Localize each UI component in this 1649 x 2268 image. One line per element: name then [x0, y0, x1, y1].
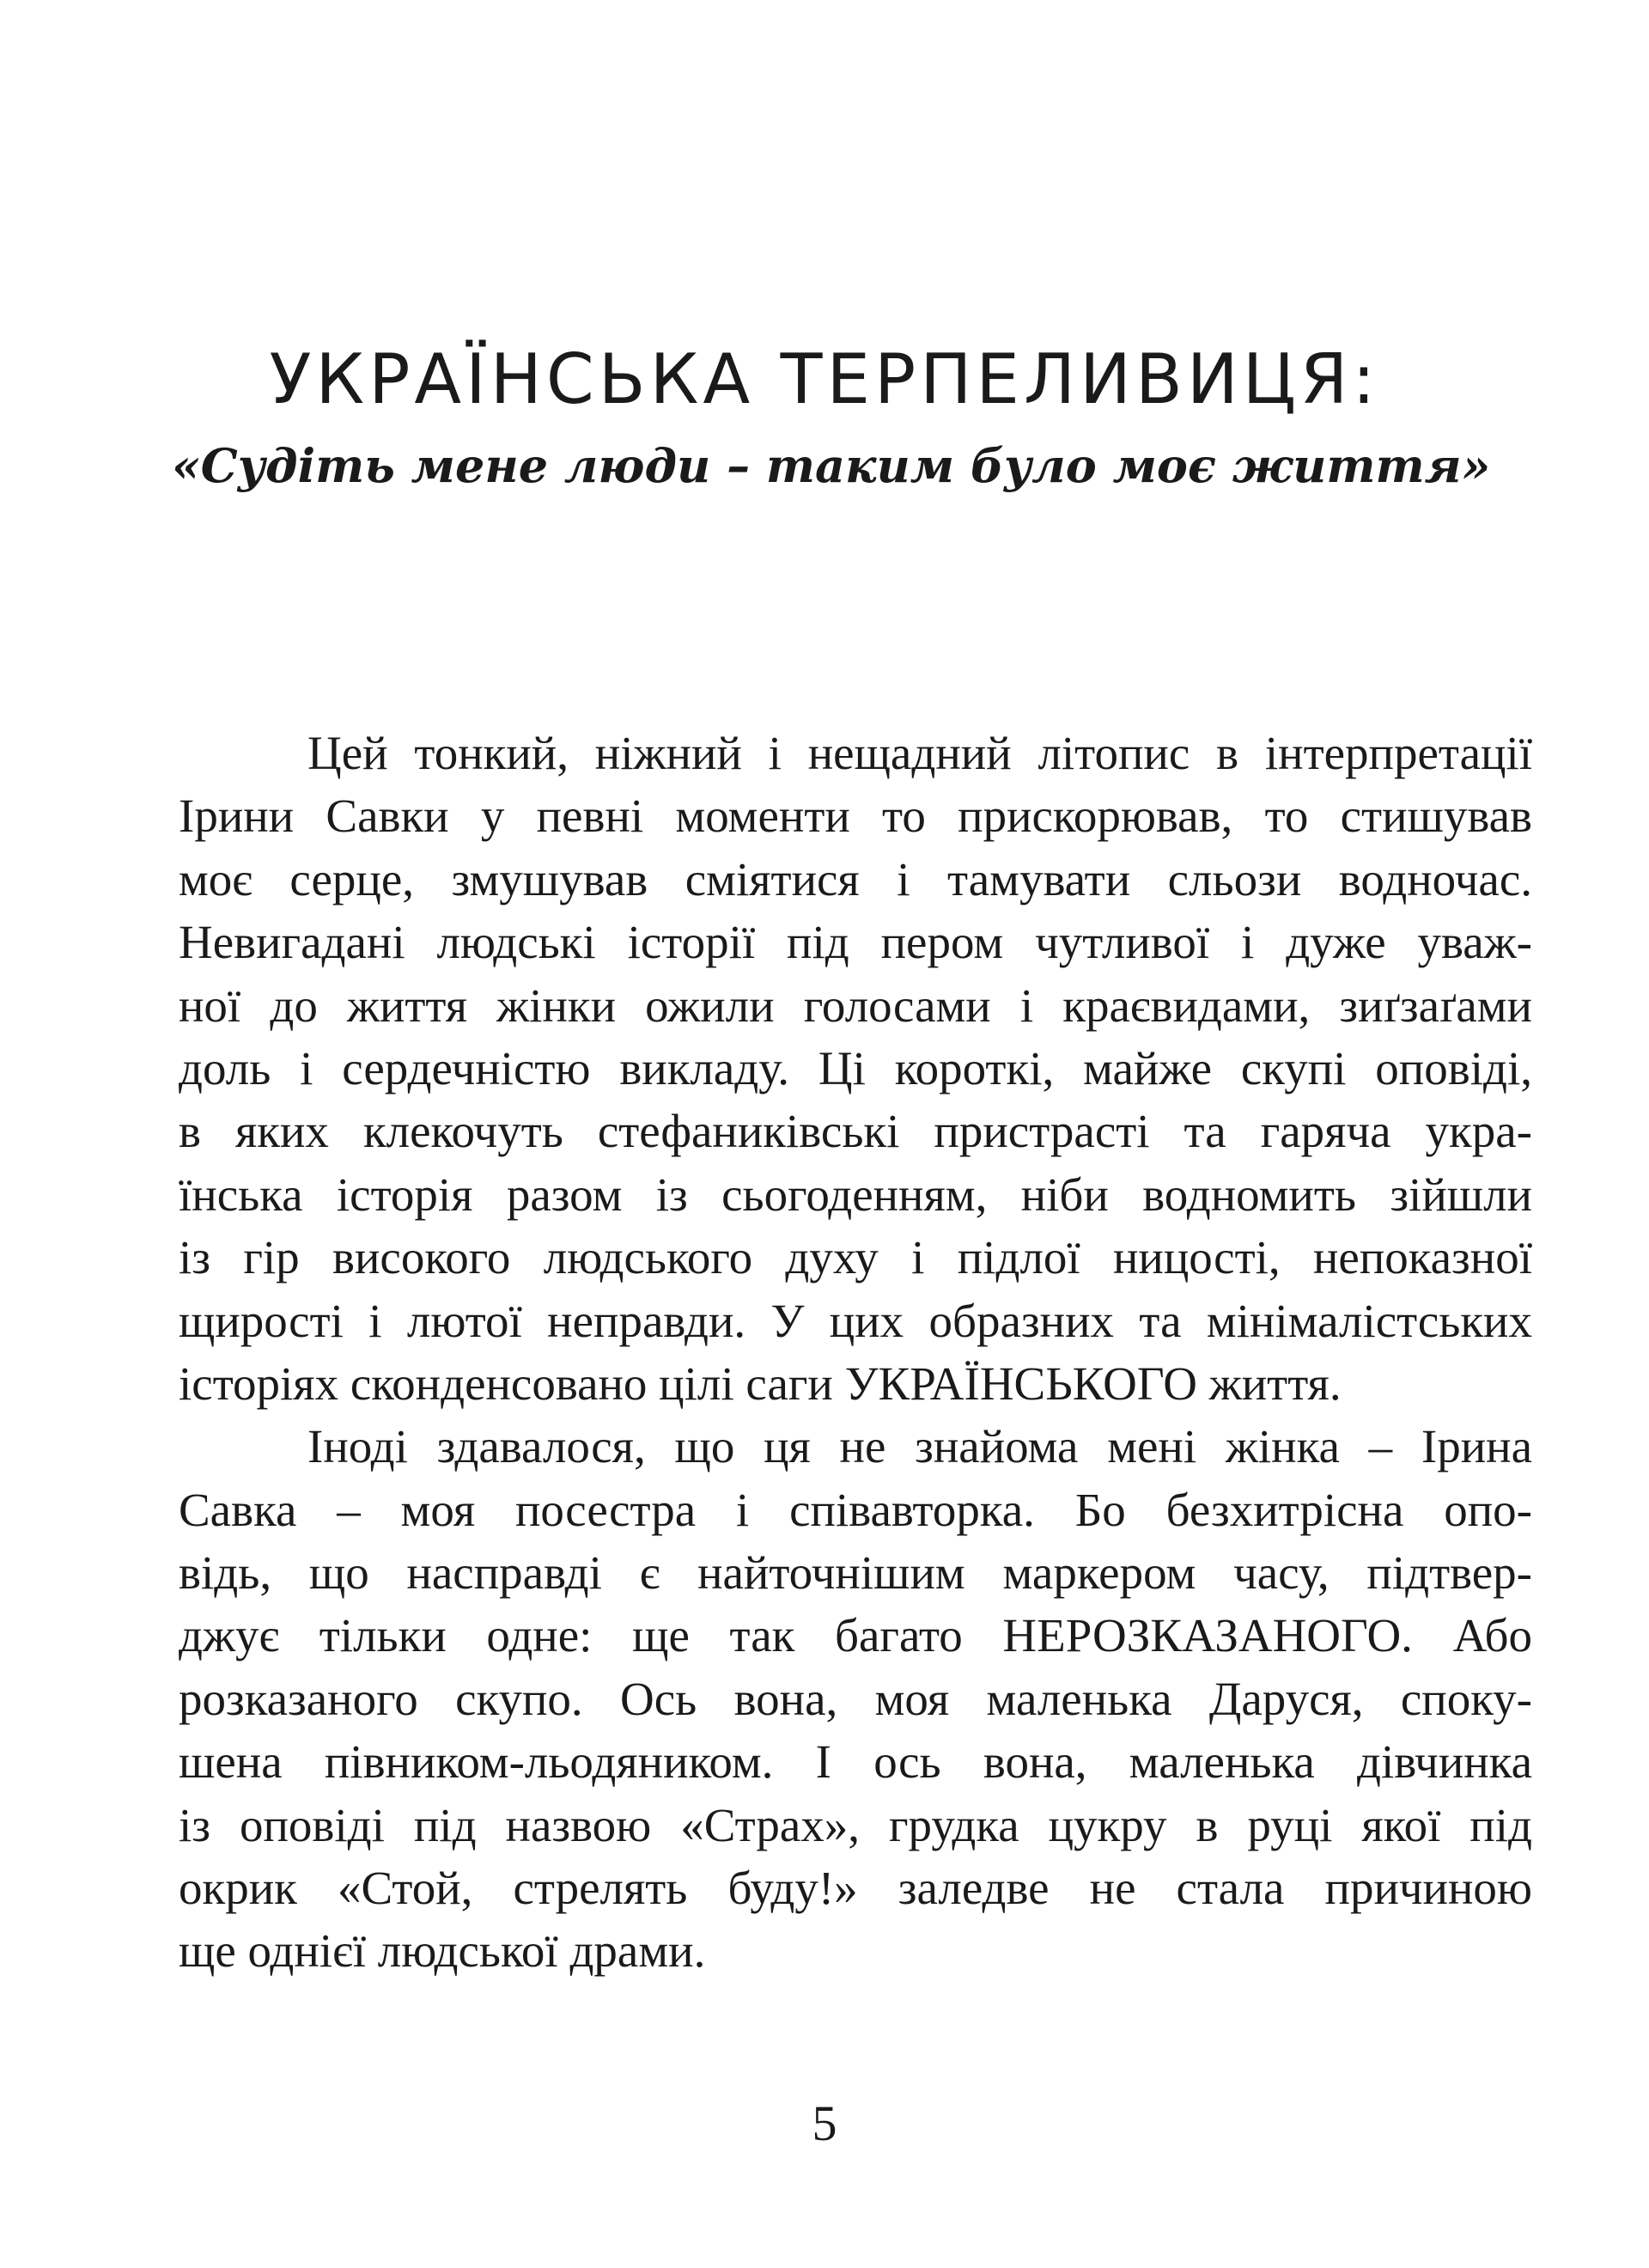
page-number: 5	[812, 2095, 837, 2151]
text-line: Іноді здавалося, що ця не знайома мені жінка – Ірина	[307, 1420, 1532, 1473]
text-line: в яких клекочуть стефаниківські пристрасті та гаряча укра-	[179, 1105, 1532, 1158]
text-line: Савка – моя посестра і співавторка. Бо безхитрісна опо-	[179, 1483, 1532, 1536]
text-line: Цей тонкий, ніжний і нещадний літопис в інтерпретації	[307, 727, 1532, 779]
body-text	[179, 722, 1532, 1983]
paragraph-2	[179, 1415, 1532, 1983]
chapter-title: УКРАЇНСЬКА ТЕРПЕЛИВИЦЯ:	[269, 339, 1380, 419]
text-line: щирості і лютої неправди. У цих образних та мінімалістських	[179, 1294, 1532, 1347]
text-line: історіях сконденсовано цілі саги УКРАЇНСЬКОГО життя.	[179, 1357, 1342, 1410]
text-line: із гір високого людського духу і підлої ницості, непоказної	[179, 1231, 1532, 1284]
text-line: моє серце, змушував сміятися і тамувати сльози водночас.	[179, 852, 1532, 905]
text-line: відь, що насправді є найточнішим маркером часу, підтвер-	[179, 1546, 1532, 1600]
text-line: ної до життя жінки ожили голосами і краєвидами, зиґзаґами	[179, 979, 1532, 1032]
text-line: із оповіді під назвою «Страх», грудка цукру в руці якої під	[179, 1798, 1532, 1851]
text-line: ще однієї людської драми.	[179, 1924, 706, 1978]
text-line: шена півником-льодяником. І ось вона, маленька дівчинка	[179, 1735, 1532, 1789]
text-line: джує тільки одне: ще так багато НЕРОЗКАЗАНОГО. Або	[179, 1609, 1532, 1662]
text-line: окрик «Стой, стрелять буду!» заледве не стала причиною	[179, 1862, 1532, 1915]
text-line: розказаного скупо. Ось вона, моя маленька Даруся, споку-	[179, 1672, 1532, 1725]
paragraph-1	[179, 722, 1532, 1415]
text-line: Ірини Савки у певні моменти то прискорював, то стишував	[179, 790, 1532, 843]
text-line: Невигадані людські історії під пером чутливої і дуже уваж-	[179, 916, 1532, 969]
chapter-subtitle: «Судіть мене люди – таким було моє життя»	[172, 438, 1491, 493]
text-line: доль і сердечністю викладу. Ці короткі, майже скупі оповіді,	[179, 1041, 1532, 1094]
text-line: їнська історія разом із сьогоденням, ніби водномить зійшли	[179, 1168, 1532, 1221]
